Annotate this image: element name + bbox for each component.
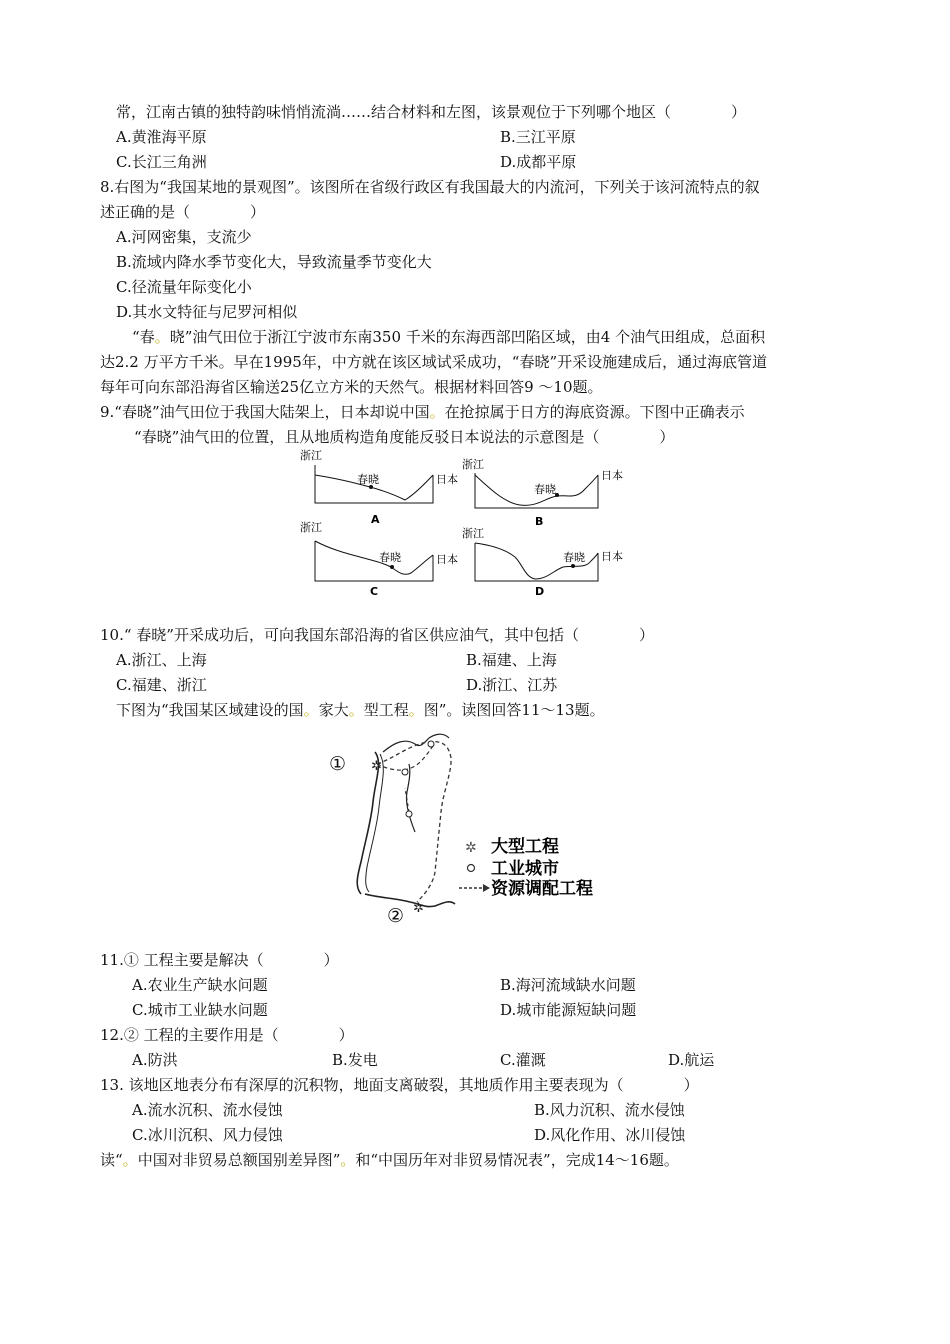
- resource-transfer-route-east: [377, 742, 451, 902]
- q8-stem-2: 述正确的是（ ）: [100, 203, 266, 221]
- q8-stem: 8.右图为“我国某地的景观图”。该图所在省级行政区有我国最大的内流河，下列关于该河流特点的叙: [100, 178, 760, 196]
- panel-c-profile: [315, 541, 433, 574]
- panel-a-caption: A: [371, 513, 380, 526]
- q11-option-c: C.城市工业缺水问题: [132, 1001, 268, 1019]
- panel-d: [462, 526, 623, 598]
- q8-option-b: B.流域内降水季节变化大，导致流量季节变化大: [116, 253, 432, 271]
- q10-option-b: B.福建、上海: [466, 651, 557, 669]
- panel-c-chunxiao-label: 春晓: [379, 551, 401, 564]
- material-para-3: 每年可向东部沿海省区输送25亿立方米的天然气。根据材料回答9 ～10题。: [100, 378, 603, 396]
- regional-project-map: [325, 722, 625, 927]
- stray-dot: 。: [303, 701, 319, 719]
- q13-option-a: A.流水沉积、流水侵蚀: [132, 1101, 283, 1119]
- panel-b-japan-label: 日本: [601, 469, 623, 482]
- panel-c-caption: C: [370, 585, 379, 598]
- intro-text: 读“: [100, 1151, 123, 1169]
- q12-option-a: A.防洪: [132, 1051, 178, 1069]
- north-boundary-line: [383, 734, 449, 752]
- panel-d-chunxiao-point: [571, 564, 575, 568]
- q10-stem: 10.“ 春晓”开采成功后，可向我国东部沿海的省区供应油气，其中包括（ ）: [100, 626, 654, 644]
- panel-c: [300, 520, 458, 598]
- large-project-icon: ✲: [371, 759, 382, 774]
- intro-text: 和“中国历年对非贸易情况表”，完成14～16题。: [355, 1151, 679, 1169]
- intro-text: 下图为“我国某区域建设的国: [116, 701, 304, 719]
- south-river-line: [365, 894, 455, 907]
- q12-option-d: D.航运: [668, 1051, 715, 1069]
- marker-1-label: ①: [329, 753, 347, 775]
- q12-option-c: C.灌溉: [500, 1051, 546, 1069]
- q12-stem: 12.② 工程的主要作用是（ ）: [100, 1026, 354, 1044]
- panel-d-chunxiao-label: 春晓: [563, 551, 585, 564]
- legend-large-project: 大型工程: [491, 837, 559, 857]
- panel-d-zhejiang-label: 浙江: [462, 527, 484, 540]
- q7-option-a: A.黄淮海平原: [116, 128, 207, 146]
- chunxiao-cross-section-figure: [295, 445, 635, 605]
- q11-option-a: A.农业生产缺水问题: [132, 976, 268, 994]
- panel-a: [300, 448, 458, 526]
- panel-d-caption: D: [535, 585, 545, 598]
- q8-option-c: C.径流量年际变化小: [116, 278, 252, 296]
- q10-option-d: D.浙江、江苏: [466, 676, 558, 694]
- q13-option-c: C.冰川沉积、风力侵蚀: [132, 1126, 283, 1144]
- q13-option-b: B.风力沉积、流水侵蚀: [534, 1101, 685, 1119]
- intro-text: 中国对非贸易总额国别差异图”: [137, 1151, 341, 1169]
- stray-dot: 。: [348, 701, 364, 719]
- panel-b: [462, 457, 623, 528]
- q7-option-d: D.成都平原: [500, 153, 577, 171]
- legend-industrial-city: 工业城市: [491, 859, 559, 879]
- intro-text: 型工程: [363, 701, 409, 719]
- inner-river-line: [406, 764, 415, 832]
- q7-stem-tail: 常，江南古镇的独特韵味悄悄流淌……结合材料和左图，该景观位于下列哪个地区（ ）: [116, 103, 747, 121]
- industrial-city-marker: [406, 811, 412, 817]
- legend-project-icon: ✲: [465, 840, 477, 856]
- legend-resource-transfer: 资源调配工程: [491, 879, 593, 899]
- q9-text: 9.“春晓”油气田位于我国大陆架上，日本却说中国: [100, 403, 430, 421]
- q13-option-d: D.风化作用、冰川侵蚀: [534, 1126, 686, 1144]
- marker-2-label: ②: [387, 905, 405, 927]
- stray-dot: 。: [122, 1151, 138, 1169]
- q14-16-intro: [100, 1150, 679, 1170]
- panel-c-japan-label: 日本: [436, 553, 458, 566]
- panel-c-chunxiao-point: [390, 565, 394, 569]
- stray-dot: 。: [154, 328, 170, 346]
- large-project-icon: ✲: [413, 901, 424, 916]
- west-river-line: [366, 754, 384, 892]
- stray-dot: 。: [340, 1151, 356, 1169]
- panel-a-chunxiao-label: 春晓: [357, 473, 379, 486]
- panel-b-zhejiang-label: 浙江: [462, 458, 484, 471]
- q7-option-c: C.长江三角洲: [116, 153, 207, 171]
- q10-option-a: A.浙江、上海: [116, 651, 207, 669]
- q11-option-d: D.城市能源短缺问题: [500, 1001, 637, 1019]
- q12-option-b: B.发电: [332, 1051, 378, 1069]
- material-para-1: [132, 327, 765, 347]
- q11-option-b: B.海河流域缺水问题: [500, 976, 636, 994]
- q13-stem: 13. 该地区地表分布有深厚的沉积物，地面支离破裂，其地质作用主要表现为（ ）: [100, 1076, 699, 1094]
- map-intro: [116, 700, 605, 720]
- panel-c-zhejiang-label: 浙江: [300, 521, 322, 534]
- q9-stem: [100, 402, 745, 422]
- panel-b-caption: B: [535, 515, 544, 528]
- material-text: 晓”油气田位于浙江宁波市东南350 千米的东海西部凹陷区域，由4 个油气田组成，总面积: [169, 328, 766, 346]
- panel-d-japan-label: 日本: [601, 550, 623, 563]
- material-para-2: 达2.2 万平方千米。早在1995年，中方就在该区域试采成功，“春晓”开采设施建成后，通过海底管道: [100, 353, 768, 371]
- panel-a-japan-label: 日本: [436, 473, 458, 486]
- q9-stem-2: “春晓”油气田的位置，且从地质构造角度能反驳日本说法的示意图是（ ）: [134, 428, 675, 446]
- q8-option-d: D.其水文特征与尼罗河相似: [116, 303, 298, 321]
- q10-option-c: C.福建、浙江: [116, 676, 207, 694]
- stray-dot: 。: [408, 701, 424, 719]
- q8-option-a: A.河网密集，支流少: [116, 228, 252, 246]
- material-text: “春: [132, 328, 155, 346]
- q7-option-b: B.三江平原: [500, 128, 576, 146]
- intro-text: 图”。读图回答11～13题。: [423, 701, 605, 719]
- legend-city-icon: [468, 865, 475, 872]
- q11-stem: 11.① 工程主要是解决（ ）: [100, 951, 339, 969]
- industrial-city-marker: [402, 769, 408, 775]
- industrial-city-marker: [428, 741, 434, 747]
- intro-text: 家大: [318, 701, 349, 719]
- stray-dot: 。: [429, 403, 445, 421]
- q9-text: 在抢掠属于日方的海底资源。下图中正确表示: [444, 403, 745, 421]
- panel-b-chunxiao-label: 春晓: [534, 483, 556, 496]
- panel-a-zhejiang-label: 浙江: [300, 449, 322, 462]
- legend-transfer-arrow: [483, 884, 490, 892]
